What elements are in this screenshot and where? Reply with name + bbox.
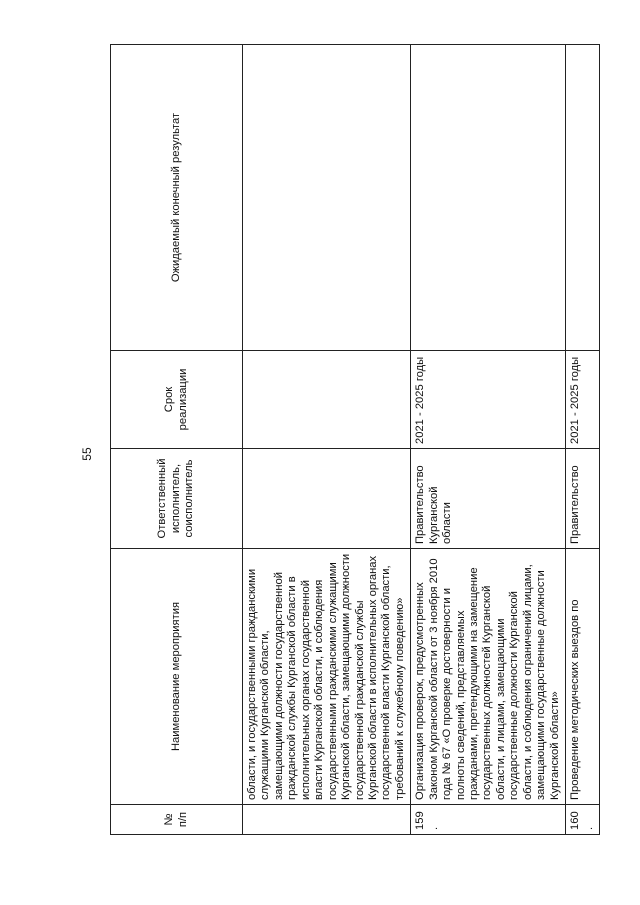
- cell-responsible: [243, 449, 411, 549]
- cell-term: 2021 - 2025 годы: [566, 351, 600, 449]
- cell-num: [243, 805, 411, 835]
- cell-responsible: Правительство Курганской области: [411, 449, 566, 549]
- cell-responsible: Правительство: [566, 449, 600, 549]
- table-row: [411, 45, 566, 835]
- cell-term: [243, 351, 411, 449]
- cell-name: области, и государственными гражданскими служащими Курганской области, замещающими должности государственной гражданской службы Курганской области в исполнительных органах государственной власти Курганской области, и соблюдения государственными гражданскими служащими Курганской области, замещающими должности государственной гражданской службы Курганской области в исполнительных органах государственной власти Курганской области, требований к служебному поведению»: [243, 549, 411, 805]
- header-name: Наименование мероприятия: [111, 549, 243, 805]
- table-row: [243, 45, 411, 835]
- cell-num: 159.: [411, 805, 566, 835]
- rotated-content: [110, 45, 610, 835]
- cell-name: Организация проверок, предусмотренных Законом Курганской области от 3 ноября 2010 года № 67 «О проверке достоверности и полноты сведений, представляемых гражданами, претендующими на замещение государственных должностей Курганской области, и лицами, замещающими государственные должности Курганской области, и соблюдения ограничений лицами, замещающими государственные должности Курганской области»: [411, 549, 566, 805]
- cell-num: 160.: [566, 805, 600, 835]
- cell-result: [566, 45, 600, 351]
- page-number: 55: [80, 447, 94, 461]
- cell-result: [411, 45, 566, 351]
- table-header-row: [111, 45, 243, 835]
- rotated-page: [110, 45, 610, 835]
- table-row: [566, 45, 600, 835]
- header-num: № п/п: [111, 805, 243, 835]
- measures-table: [110, 44, 600, 835]
- header-result: Ожидаемый конечный результат: [111, 45, 243, 351]
- header-responsible: Ответственный исполнитель, соисполнитель: [111, 449, 243, 549]
- cell-name: Проведение методических выездов по: [566, 549, 600, 805]
- cell-term: 2021 - 2025 годы: [411, 351, 566, 449]
- cell-result: [243, 45, 411, 351]
- header-term: Срок реализации: [111, 351, 243, 449]
